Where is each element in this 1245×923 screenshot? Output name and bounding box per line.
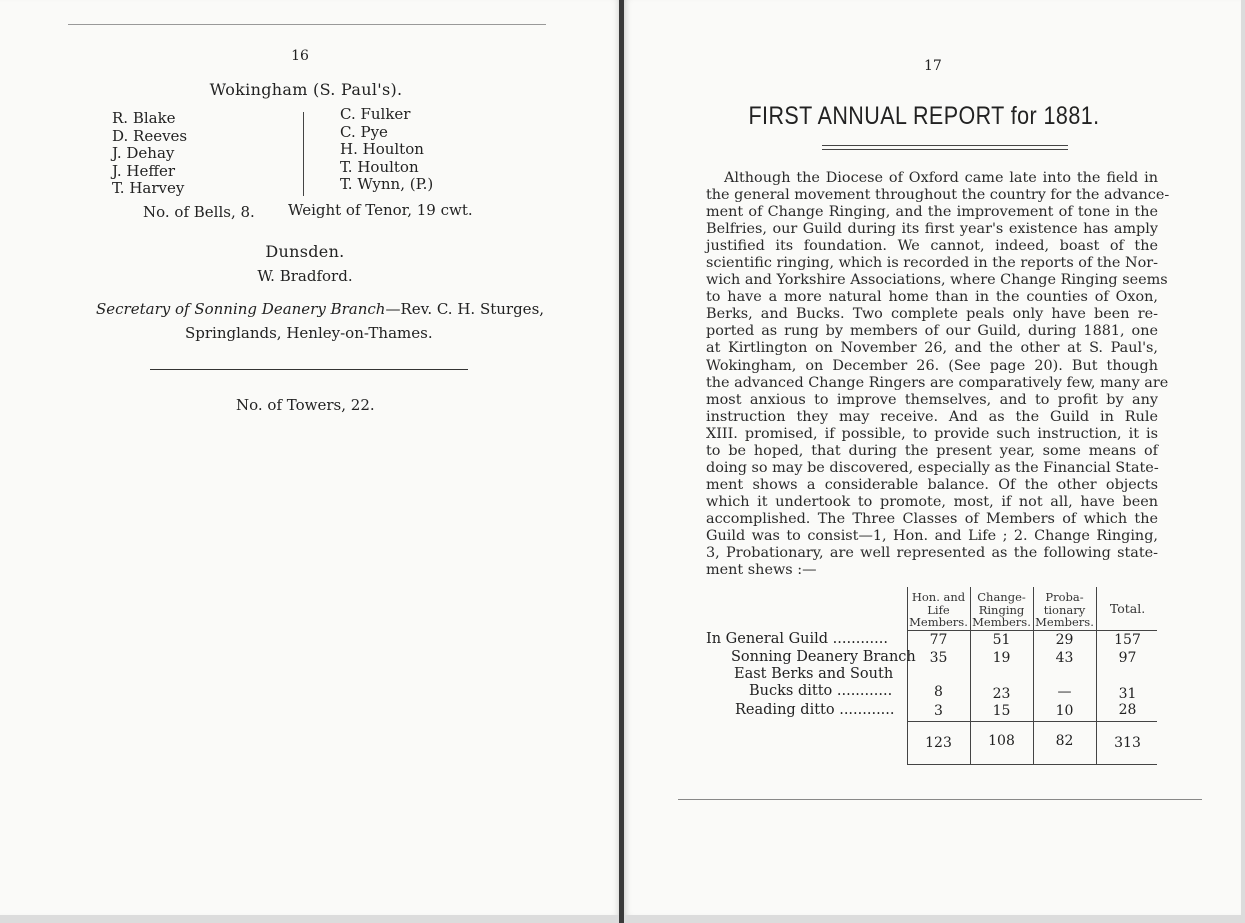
column-divider [303,112,304,196]
ringer-name: H. Houlton [340,140,424,158]
table-cell: 19 [992,650,1011,666]
paragraph-line: ment of Change Ringing, and the improvement of tone in the [706,204,1158,221]
ringer-name: D. Reeves [112,126,188,145]
paragraph-line: ported as rung by members of our Guild, during 1881, one [706,323,1158,340]
table-cell: 8 [934,684,943,700]
secretary-line [96,300,544,318]
paragraph-line: Belfries, our Guild during its first year's existence has amply [706,221,1158,238]
paragraph-line: accomplished. The Three Classes of Members of which the [706,510,1158,527]
table-hline [907,721,1157,722]
left-page [0,0,620,915]
right-page [624,0,1241,915]
table-cell: 23 [992,686,1011,702]
header-line: Change- [977,590,1026,604]
paragraph-line: ment shows a considerable balance. Of the other objects [706,476,1158,493]
bells-count: No. of Bells, 8. [143,203,255,221]
top-rule [68,24,546,25]
table-cell: 28 [1118,702,1137,718]
title-rule [822,145,1068,146]
table-cell: 97 [1118,650,1137,666]
table-header [1033,591,1096,629]
row-label: In General Guild ............ [706,631,888,647]
ringer-name: J. Heffer [112,161,176,180]
paragraph-line: at Kirtlington on November 26, and the other at S. Paul's, [706,340,1158,357]
header-line: Members. [972,615,1031,629]
title-rule [822,149,1068,150]
secretary-address: Springlands, Henley-on-Thames. [185,324,433,342]
ringer-name: C. Pye [340,122,388,141]
table-total: 108 [988,733,1015,749]
table-header [1096,603,1159,616]
table-total: 82 [1055,733,1074,749]
paragraph-line: Berks, and Bucks. Two complete peals only have been re- [706,306,1158,323]
paragraph-line: Wokingham, on December 26. (See page 20). But though [706,357,1158,374]
table-cell: 51 [992,632,1011,648]
header-line: Proba- [1045,590,1084,604]
paragraph-line: the general movement throughout the country for the advance- [706,187,1170,204]
paragraph-line: which it undertook to promote, most, if not all, have been [706,493,1158,510]
table-total: 123 [925,735,952,751]
table-cell: 29 [1055,632,1074,648]
section-rule [150,369,468,370]
table-hline [907,630,1157,631]
header-line: tionary [1043,602,1086,617]
towers-count: No. of Towers, 22. [236,396,375,414]
row-label: Reading ditto ............ [735,702,895,718]
report-title: FIRST ANNUAL REPORT for 1881. [748,102,1100,130]
table-header [907,591,970,629]
table-cell: 35 [929,650,948,666]
ringer-name: T. Wynn, (P.) [340,175,434,193]
tenor-weight: Weight of Tenor, 19 cwt. [288,201,473,219]
paragraph-line: most anxious to improve themselves, and to profit by any [706,391,1158,408]
secretary-label: Secretary of Sonning Deanery Branch [96,300,386,318]
row-label: East Berks and South [734,666,894,682]
paragraph-line: doing so may be discovered, especially as the Financial State- [706,459,1159,476]
paragraph-line: Although the Diocese of Oxford came late into the field in [724,170,1158,186]
ringer-list-right [340,106,433,194]
paragraph-line: justified its foundation. We cannot, indeed, boast of the [706,238,1158,255]
church-heading: Dunsden. [265,242,345,261]
secretary-name: —Rev. C. H. Sturges, [385,300,545,318]
table-cell: 31 [1118,686,1137,702]
paragraph-line: to be hoped, that during the present year, some means of [706,442,1158,459]
ringer-name: T. Harvey [112,179,185,197]
page-number: 17 [924,58,942,74]
bottom-rule [678,799,1202,800]
header-line: Ringing [978,602,1025,617]
ringer-name: J. Dehay [112,144,175,162]
table-cell: 15 [992,703,1011,719]
header-line: Total. [1109,601,1146,616]
paragraph-line: to have a more natural home than in the counties of Oxon, [706,289,1158,306]
table-hline [907,764,1157,765]
paragraph-line: XIII. promised, if possible, to provide such instruction, it is [706,425,1158,442]
row-label: Bucks ditto ............ [749,683,893,699]
ringer-name: C. Fulker [340,105,411,123]
table-cell: 3 [934,703,943,719]
page-number: 16 [291,48,309,64]
paragraph-line: wich and Yorkshire Associations, where Change Ringing seems [706,272,1168,289]
table-header [970,591,1033,629]
table-cell: 77 [929,632,948,648]
paragraph-line: instruction they may receive. And as the Guild in Rule [706,408,1158,425]
report-title-wrap [704,102,1144,131]
header-line: Members. [909,615,968,629]
ringer-name: W. Bradford. [257,267,353,285]
table-cell: — [1057,684,1072,700]
paragraph-line: scientific ringing, which is recorded in the reports of the Nor- [706,255,1158,272]
table-total: 313 [1114,735,1141,751]
header-line: Life [927,602,950,617]
ringer-list-left [112,110,187,198]
table-cell: 157 [1114,632,1141,648]
paragraph-line: Guild was to consist—1, Hon. and Life ; 2. Change Ringing, [706,527,1158,544]
paragraph-line: ment shews :— [706,562,817,579]
header-line: Hon. and [911,590,966,604]
table-cell: 43 [1055,650,1074,666]
table-cell: 10 [1055,703,1074,719]
paragraph-line: 3, Probationary, are well represented as the following state- [706,545,1158,562]
paragraph-line: the advanced Change Ringers are comparatively few, many are [706,374,1169,391]
ringer-name: T. Houlton [340,157,419,176]
header-line: Members. [1035,615,1094,629]
ringer-name: R. Blake [112,109,176,127]
row-label: Sonning Deanery Branch [731,649,916,665]
church-heading: Wokingham (S. Paul's). [209,80,403,99]
report-paragraph [706,170,1170,579]
